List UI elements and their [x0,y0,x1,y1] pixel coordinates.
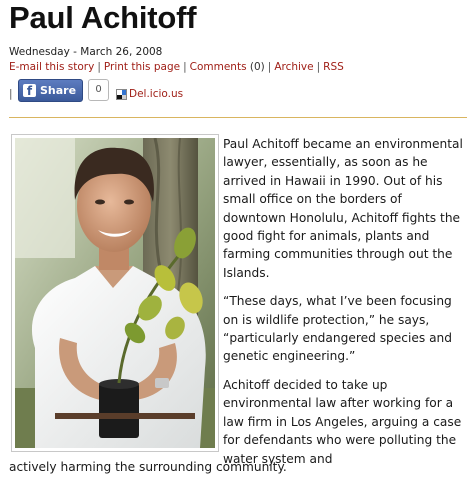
email-story-link[interactable]: E-mail this story [9,61,95,73]
share-bar [9,79,467,107]
separator: | [267,61,272,73]
facebook-share-count: 0 [88,79,109,101]
article-body [9,135,467,478]
article-paragraph: Achitoff decided to take up environmental law after working for a law firm in Los Angeles, arguing a case for defendants who were polluting the water system and [223,377,462,466]
page-title: Paul Achitoff [9,0,197,35]
facebook-share-button[interactable] [18,79,83,102]
separator: | [9,88,13,100]
separator: | [183,61,187,73]
archive-link[interactable]: Archive [274,61,314,73]
article-paragraph: “These days, what I’ve been focusing on is wildlife protection,” he says, “particularly endangered species and genetic engineering.” [223,294,453,364]
delicious-link[interactable]: Del.icio.us [129,88,184,100]
print-page-link[interactable]: Print this page [103,61,181,73]
article-paragraph-tail: actively harming the surrounding community. [9,460,287,474]
article-paragraph: Paul Achitoff became an environmental lawyer, essentially, as soon as he arrived in Hawaii in 1990. Out of his small office on the borders of downtown Honolulu, Achitoff fights the good fight for animals, plants and farming communities through out the Islands. [223,137,463,280]
separator: | [97,61,101,73]
delicious-icon [116,89,127,100]
comments-count: (0) [249,61,265,73]
article-container [9,0,467,107]
facebook-icon: f [23,84,36,97]
facebook-share-label: Share [40,84,77,97]
rss-link[interactable]: RSS [323,61,344,73]
article-toolbar [9,60,467,74]
separator: | [316,61,321,73]
divider [9,117,467,118]
comments-link[interactable]: Comments [189,61,247,73]
article-date: Wednesday - March 26, 2008 [9,46,163,58]
